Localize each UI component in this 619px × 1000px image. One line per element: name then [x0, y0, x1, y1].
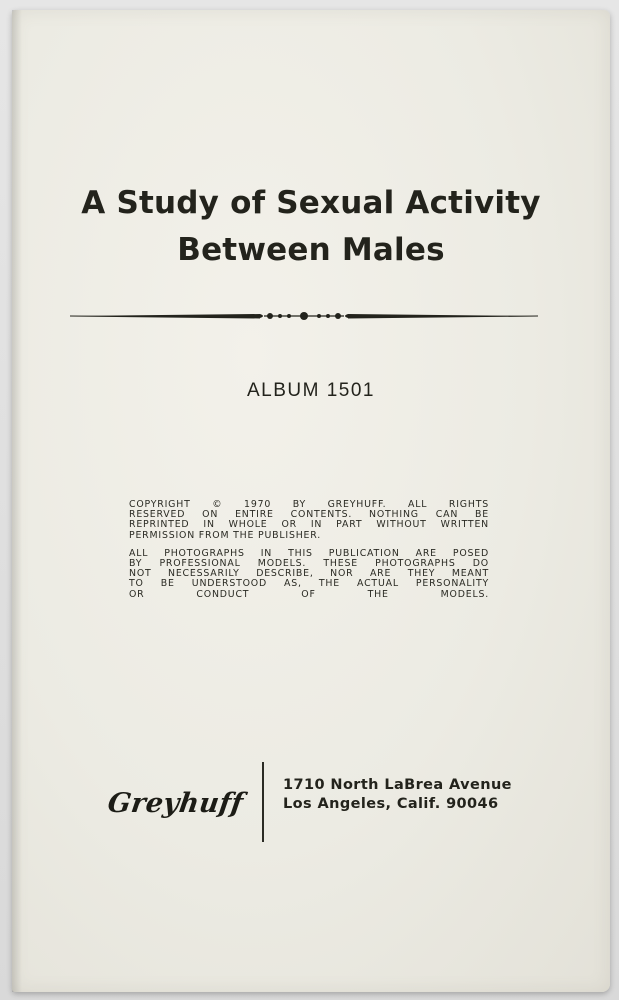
album-number: ALBUM 1501 — [246, 380, 375, 401]
fine-print — [129, 500, 489, 608]
disclaimer-line: TO BE UNDERSTOOD AS, THE ACTUAL PERSONALITY — [129, 578, 489, 590]
model-disclaimer — [129, 549, 489, 600]
publisher-address — [283, 776, 512, 814]
cover-title — [12, 180, 610, 274]
address-street: 1710 North LaBrea Avenue — [283, 777, 512, 793]
spine-shadow — [12, 10, 22, 992]
disclaimer-line: ALL PHOTOGRAPHS IN THIS PUBLICATION ARE POSED — [129, 547, 489, 559]
ornamental-rule — [70, 308, 538, 324]
copyright-line: REPRINTED IN WHOLE OR IN PART WITHOUT WRITTEN — [129, 519, 489, 531]
disclaimer-line: NOT NECESSARILY DESCRIBE, NOR ARE THEY MEANT — [129, 568, 489, 580]
booklet-cover — [12, 10, 610, 992]
disclaimer-line: BY PROFESSIONAL MODELS. THESE PHOTOGRAPHS DO — [129, 558, 489, 570]
copyright-notice — [129, 500, 489, 541]
disclaimer-line: OR CONDUCT OF THE MODELS. — [129, 588, 489, 600]
logo-divider — [262, 762, 264, 842]
publisher-logo: Greyhuff — [105, 788, 246, 819]
title-line-1: A Study of Sexual Activity — [81, 185, 541, 221]
title-line-2: Between Males — [177, 232, 445, 268]
address-city: Los Angeles, Calif. 90046 — [283, 796, 499, 812]
copyright-line: RESERVED ON ENTIRE CONTENTS. NOTHING CAN BE — [129, 509, 489, 521]
copyright-line: PERMISSION FROM THE PUBLISHER. — [129, 529, 322, 541]
copyright-line: COPYRIGHT © 1970 BY GREYHUFF. ALL RIGHTS — [129, 499, 489, 510]
